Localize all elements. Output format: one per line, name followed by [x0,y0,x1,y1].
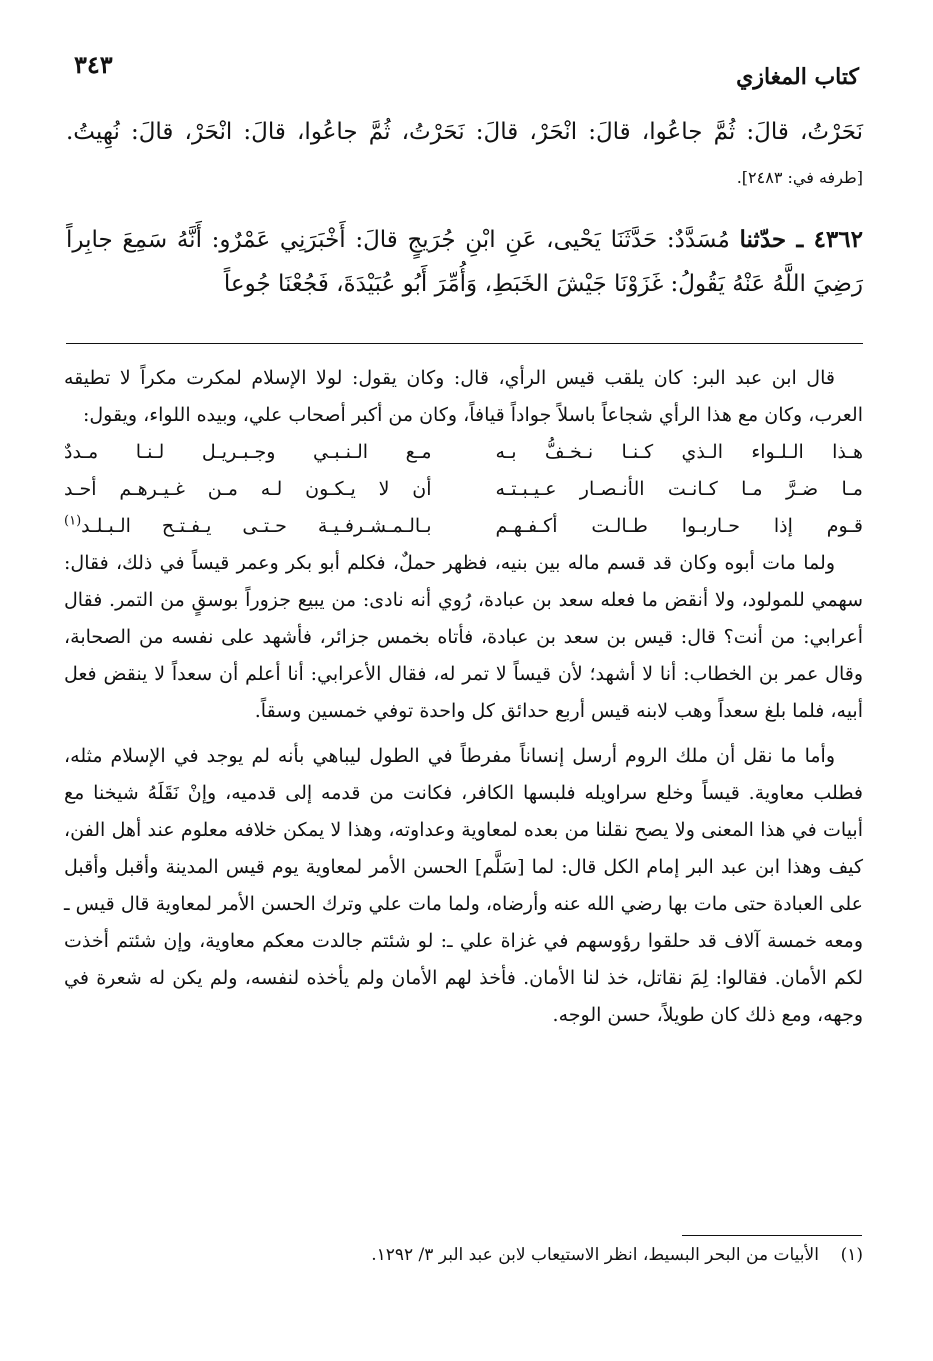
commentary-paragraph-1: قال ابن عبد البر: كان يلقب قيس الرأي، قال: وكان يقول: لولا الإسلام لمكرت مكراً لا تطيقه العرب، وكان مع هذا الرأي شجاعاً باسلاً جواداً قيافاً، وكان من أكبر أصحاب علي، وبيده اللواء، ويقول: [64,367,863,426]
hadith-continuation [66,110,863,200]
poem-hemistich: مـع الـنـبـي وجـبـريـل لـنـا مـددٌ [64,441,432,463]
poem-line-1 [64,434,863,471]
main-text-divider [66,343,863,344]
footnote-mark: (١) [64,513,82,529]
footnote [70,1240,863,1270]
poem-hemistich-text: بـالـمـشـرفـيـة حـتـى يـفـتـح الـبـلـد [81,515,432,537]
hadith-body: مُسَدَّدٌ: حَدَّثَنَا يَحْيى، عَنِ ابْنِ جُرَيجٍ قالَ: أَخْبَرَنِي عَمْرٌو: أَنَّهُ سَمِعَ جابِراً رَضِيَ اللَّهُ عَنْهُ يَقُولُ: غَزَوْنَا جَيْشَ الخَبَطِ، وَأُمِّرَ أَبُو عُبَيْدَةَ، فَجُعْنَا جُوعاً [66,227,863,297]
poem-line-2 [64,471,863,508]
commentary-paragraph-3: وأما ما نقل أن ملك الروم أرسل إنساناً مفرطاً في الطول ليباهي بأنه لم يوجد في الإسلام مثله، فطلب معاوية. قيساً وخلع سراويله فلبسها الكافر، فكانت من قدمه إلى قدميه، وإنْ نَقَلَهُ شيخنا مع أبيات في هذا المعنى ولا يصح نقلنا من بعده لمعاوية وعداوته، وهذا لا يمكن خلافه معلوم عند أهل الفن، كيف وهذا ابن عبد البر إمام الكل قال: لما [سَلَّم] الحسن الأمر لمعاوية يوم قيس المدينة وأقبل وأقبل على العبادة حتى مات بها رضي الله عنه وأرضاه، ولما مات علي وترك الحسن الأمر لمعاوية قال قيس ـ ومعه خمسة آلاف قد حلقوا رؤوسهم في غزاة علي ـ: لو شئتم جالدت معكم معاوية، وإن شئتم أخذت لكم الأمان. فقالوا: لِمَ نقاتل، خذ لنا الأمان. فأخذ لهم الأمان ولم يأخذه لنفسه، ولم يكن له شعرة في وجهه، ومع ذلك كان طويلاً، حسن الوجه. [64,745,863,1026]
poem-hemistich-with-note [64,508,432,545]
running-title: كتاب المغازي [736,64,859,90]
cross-reference: [طرفه في: ٢٤٨٣]. [736,168,863,187]
footnote-divider [682,1235,862,1236]
footnote-mark: (١) [840,1245,863,1265]
poem-hemistich: مـا ضـرَّ مـا كـانـت الأنـصـار عـيـبـتـه [495,478,863,500]
hadith-number: ٤٣٦٢ ـ حدّثنا [739,226,863,253]
poem-hemistich: قـوم إذا حـاربـوا طـالـت أكـفـهـم [495,515,863,537]
commentary [64,360,863,1034]
footnote-text: الأبيات من البحر البسيط، انظر الاستيعاب لابن عبد البر ٣/ ١٢٩٢. [371,1245,819,1265]
commentary-paragraph-2: ولما مات أبوه وكان قد قسم ماله بين بنيه، فظهر حملٌ، فكلم أبو بكر وعمر قيساً في ذلك، فقال: سهمي للمولود، ولا أنقض ما فعله سعد بن عبادة، رُوي أنه نادى: من يبيع جزوراً بوسقٍ من التمر. فقال أعرابي: من أنت؟ قال: قيس بن سعد بن عبادة، فأتاه بخمس جزائر، فأشهد على نفسه من الصحابة، وقال عمر بن الخطاب: أنا لا أشهد؛ لأن قيساً لا تمر له، فقال الأعرابي: أنا أعلم أن سعداً لا ينقض فعل أبيه، فلما بلغ سعداً وهب لابنه قيس أربع حدائق كل واحدة توفي خمسين وسقاً. [64,552,863,722]
poem-hemistich: أن لا يـكـون لـه مـن غـيـرهـم أحـد [64,478,432,500]
hadith-continuation-text: نَحَرْتُ، قالَ: ثُمَّ جاعُوا، قالَ: انْحَرْ، قالَ: نَحَرْتُ، ثُمَّ جاعُوا، قالَ: انْحَرْ، قالَ: نُهِيتُ. [66,119,863,145]
poem [64,434,863,545]
hadith-text [66,110,863,306]
page-header [70,44,863,94]
hadith-4362 [66,218,863,306]
poem-line-3 [64,508,863,545]
page-number: ٣٤٣ [74,50,113,79]
footnotes [70,1240,863,1270]
poem-hemistich: هـذا الـلـواء الـذي كـنـا نـخـفُّ بـه [495,441,863,463]
